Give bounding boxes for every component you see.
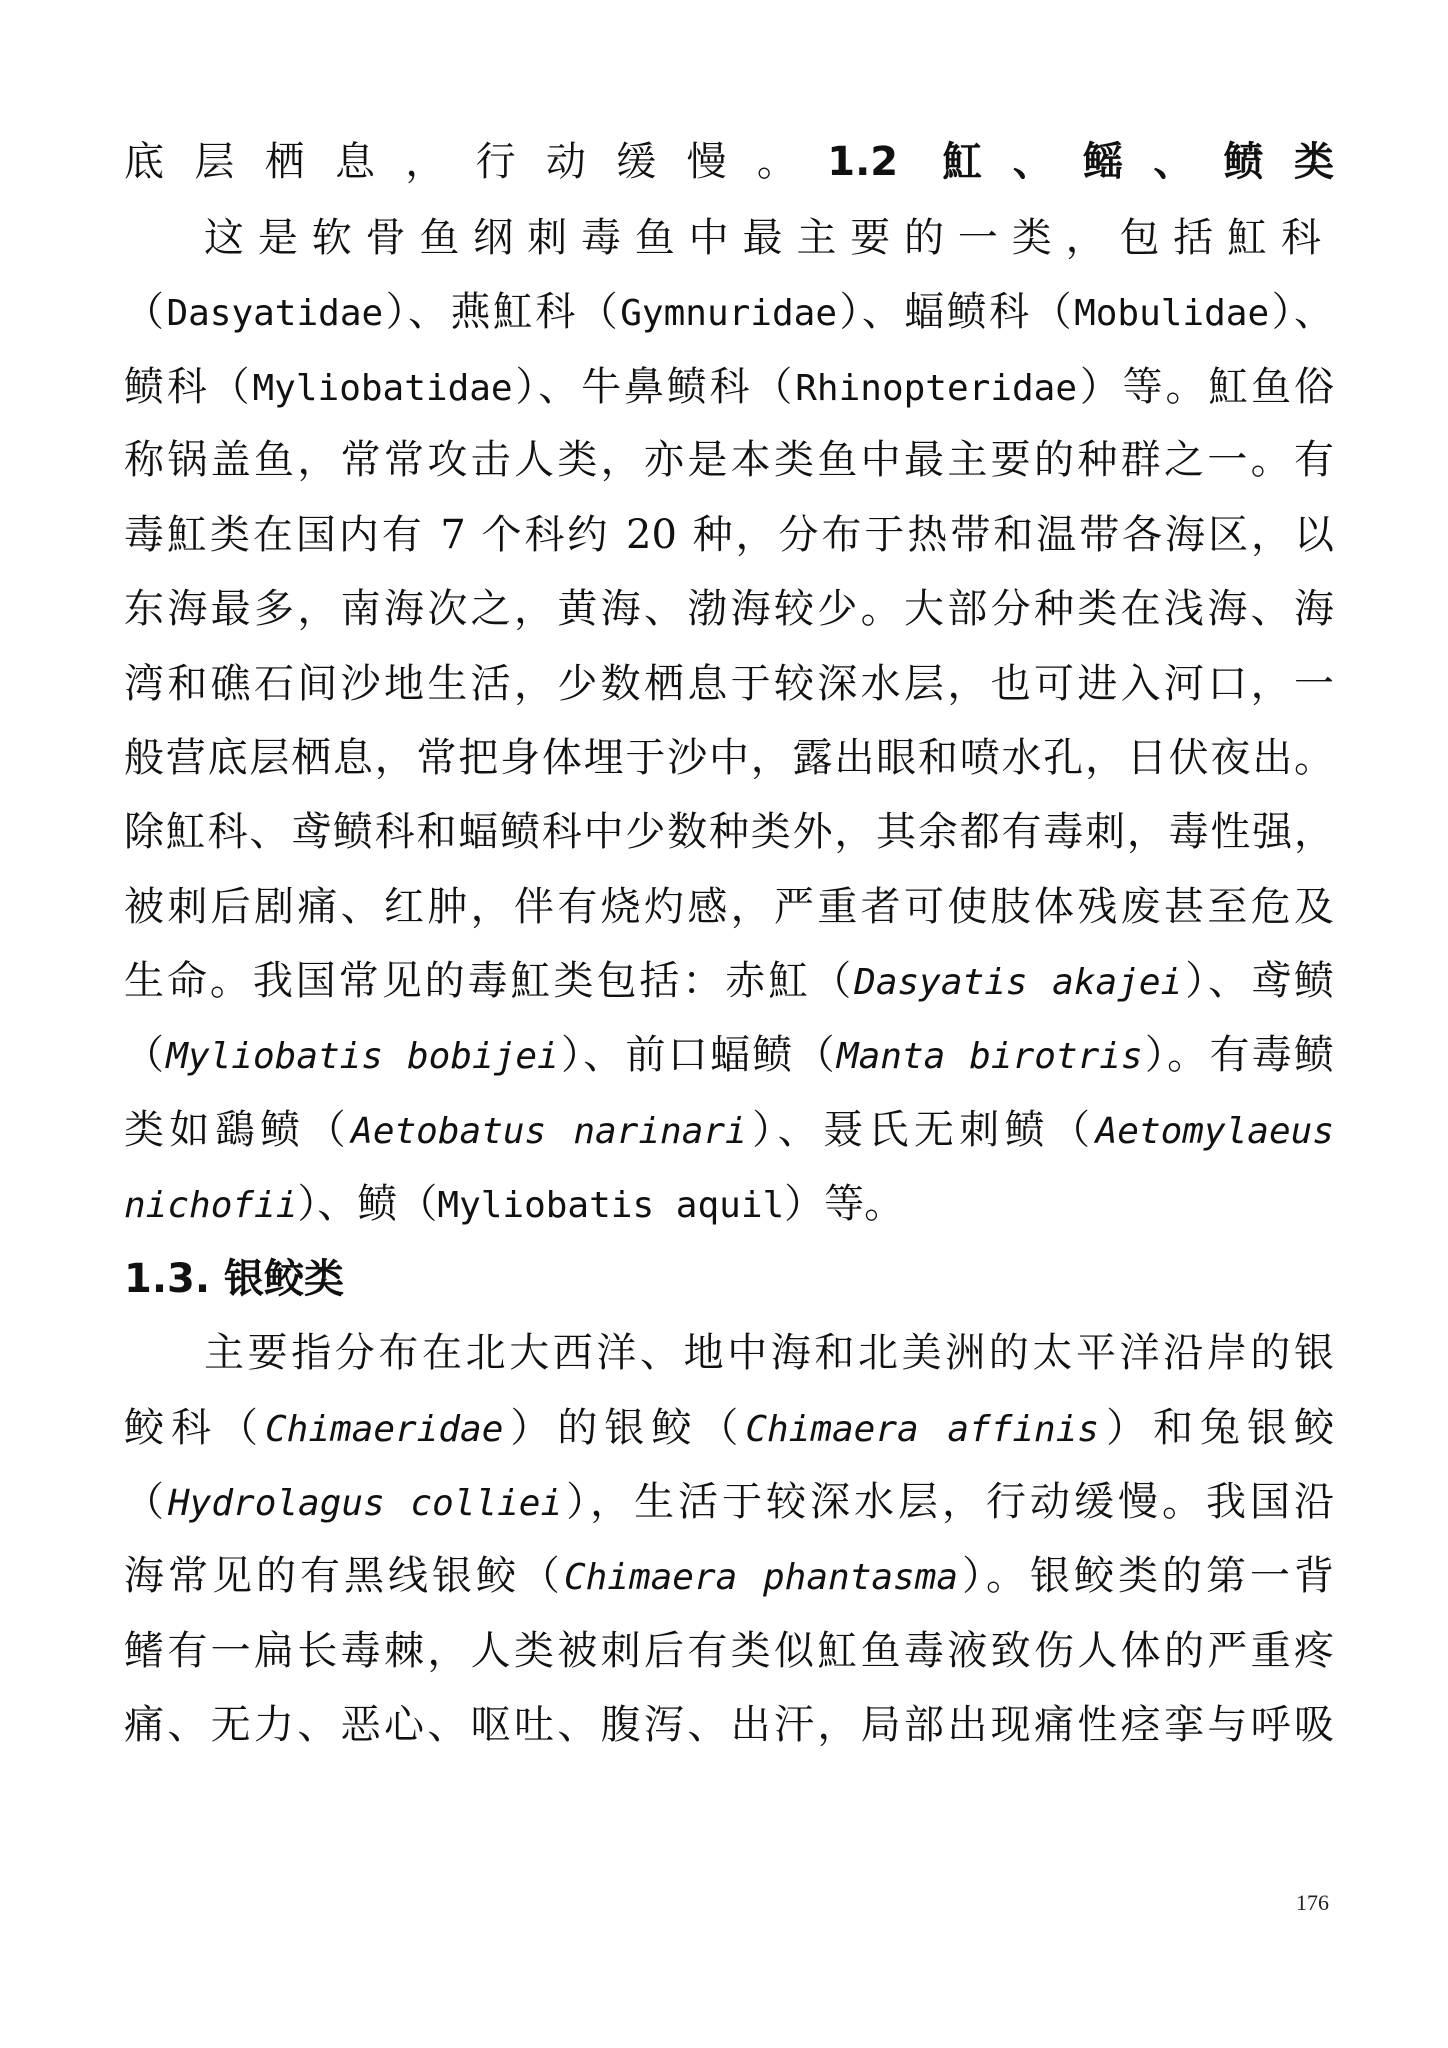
text-run: 生命。我国常见的毒魟类包括：赤魟（ <box>124 958 855 1004</box>
latin-name: Dasyatidae <box>166 293 384 334</box>
latin-name: Rhinopteridae <box>795 368 1078 409</box>
text-line <box>124 1166 1334 1242</box>
text-run: 被刺后剧痛、红肿，伴有烧灼感，严重者可使肢体残废甚至危及 <box>124 884 1334 930</box>
text-run: ）。有毒鲼 <box>1142 1032 1334 1078</box>
text-run: （ <box>124 1032 167 1078</box>
latin-name: Myliobatis bobijei <box>166 1036 559 1077</box>
text-run: 鳍有一扁长毒棘，人类被刺后有类似魟鱼毒液致伤人体的严重疼 <box>124 1628 1334 1674</box>
text-run: 主要指分布在北大西洋、地中海和北美洲的太平洋沿岸的银 <box>204 1330 1334 1376</box>
text-run: （ <box>124 1479 168 1525</box>
latin-name: Mobulidae <box>1074 293 1270 334</box>
text-run: ）的银鲛（ <box>503 1405 746 1451</box>
latin-name: Chimaera affinis <box>745 1409 1100 1450</box>
text-line <box>124 1687 1334 1763</box>
text-run: 毒魟类在国内有 7 个科约 20 种，分布于热带和温带各海区，以 <box>124 512 1334 558</box>
text-run: 般营底层栖息，常把身体埋于沙中，露出眼和喷水孔，日伏夜出。 <box>124 735 1334 781</box>
text-run: （ <box>124 289 167 335</box>
latin-name: Chimaeridae <box>264 1409 504 1450</box>
text-run: 底层栖息，行动缓慢。 <box>124 139 828 185</box>
text-run: ）等。 <box>784 1181 905 1227</box>
text-line <box>124 571 1334 647</box>
text-run: ）、鸢鲼 <box>1182 958 1334 1004</box>
text-line <box>124 869 1334 945</box>
latin-name: Dasyatis akajei <box>854 962 1183 1003</box>
text-run: 湾和礁石间沙地生活，少数栖息于较深水层，也可进入河口，一 <box>124 661 1334 707</box>
latin-name: nichofii <box>124 1185 298 1226</box>
latin-name: Hydrolagus colliei <box>168 1483 563 1524</box>
text-run: 称锅盖鱼，常常攻击人类，亦是本类鱼中最主要的种群之一。有 <box>124 437 1334 483</box>
latin-name: Manta birotris <box>836 1036 1143 1077</box>
text-line <box>124 497 1334 573</box>
text-line <box>124 1390 1334 1466</box>
text-line <box>124 274 1334 350</box>
section-heading: 1.2 魟、鳐、鲼类 <box>827 139 1334 185</box>
latin-name: Aetomylaeus <box>1095 1111 1334 1152</box>
text-run: ）、鲼（ <box>297 1181 438 1227</box>
text-run: 类如鷂鲼（ <box>124 1107 352 1153</box>
page-number: 176 <box>1296 1890 1329 1915</box>
text-run: 鲛科（ <box>124 1405 265 1451</box>
text-line <box>124 943 1334 1019</box>
text-line <box>124 1613 1334 1689</box>
text-line <box>124 124 1334 200</box>
text-run: 除魟科、鸢鲼科和蝠鲼科中少数种类外，其余都有毒刺，毒性强， <box>124 809 1334 855</box>
text-line <box>124 349 1334 425</box>
text-line <box>124 1017 1334 1093</box>
text-run: ）、燕魟科（ <box>383 289 621 335</box>
text-run: ）、聂氏无刺鲼（ <box>746 1107 1096 1153</box>
text-run: 东海最多，南海次之，黄海、渤海较少。大部分种类在浅海、海 <box>124 586 1334 632</box>
section-heading: 1.3. 银鲛类 <box>124 1256 344 1302</box>
text-line <box>124 720 1334 796</box>
latin-name: Myliobatis aquil <box>437 1185 785 1226</box>
latin-name: Chimaera phantasma <box>563 1557 959 1598</box>
text-line <box>124 1092 1334 1168</box>
text-run: ）、蝠鲼科（ <box>837 289 1075 335</box>
text-line <box>124 422 1334 498</box>
text-run: 海常见的有黑线银鲛（ <box>124 1553 564 1599</box>
text-line <box>124 646 1334 722</box>
latin-name: Myliobatidae <box>252 368 513 409</box>
text-run: ）。银鲛类的第一背 <box>958 1553 1334 1599</box>
text-line <box>124 1464 1334 1540</box>
text-run: ）和兔银鲛 <box>1099 1405 1334 1451</box>
text-run: ）、 <box>1269 289 1334 335</box>
latin-name: Aetobatus narinari <box>351 1111 747 1152</box>
latin-name: Gymnuridae <box>620 293 837 334</box>
text-line <box>124 1538 1334 1614</box>
text-line <box>124 1241 1334 1317</box>
text-run: ）等。魟鱼俗 <box>1077 364 1334 410</box>
text-run: 鲼科（ <box>124 364 253 410</box>
text-line <box>204 200 1334 276</box>
text-run: ）、前口蝠鲼（ <box>558 1032 837 1078</box>
text-line <box>124 794 1334 870</box>
text-run: 这是软骨鱼纲刺毒鱼中最主要的一类，包括魟科 <box>204 215 1334 261</box>
text-line <box>204 1315 1334 1391</box>
text-run: ）、牛鼻鲼科（ <box>512 364 796 410</box>
text-run: 痛、无力、恶心、呕吐、腹泻、出汗，局部出现痛性痉挛与呼吸 <box>124 1702 1334 1748</box>
text-run: ），生活于较深水层，行动缓慢。我国沿 <box>562 1479 1334 1525</box>
